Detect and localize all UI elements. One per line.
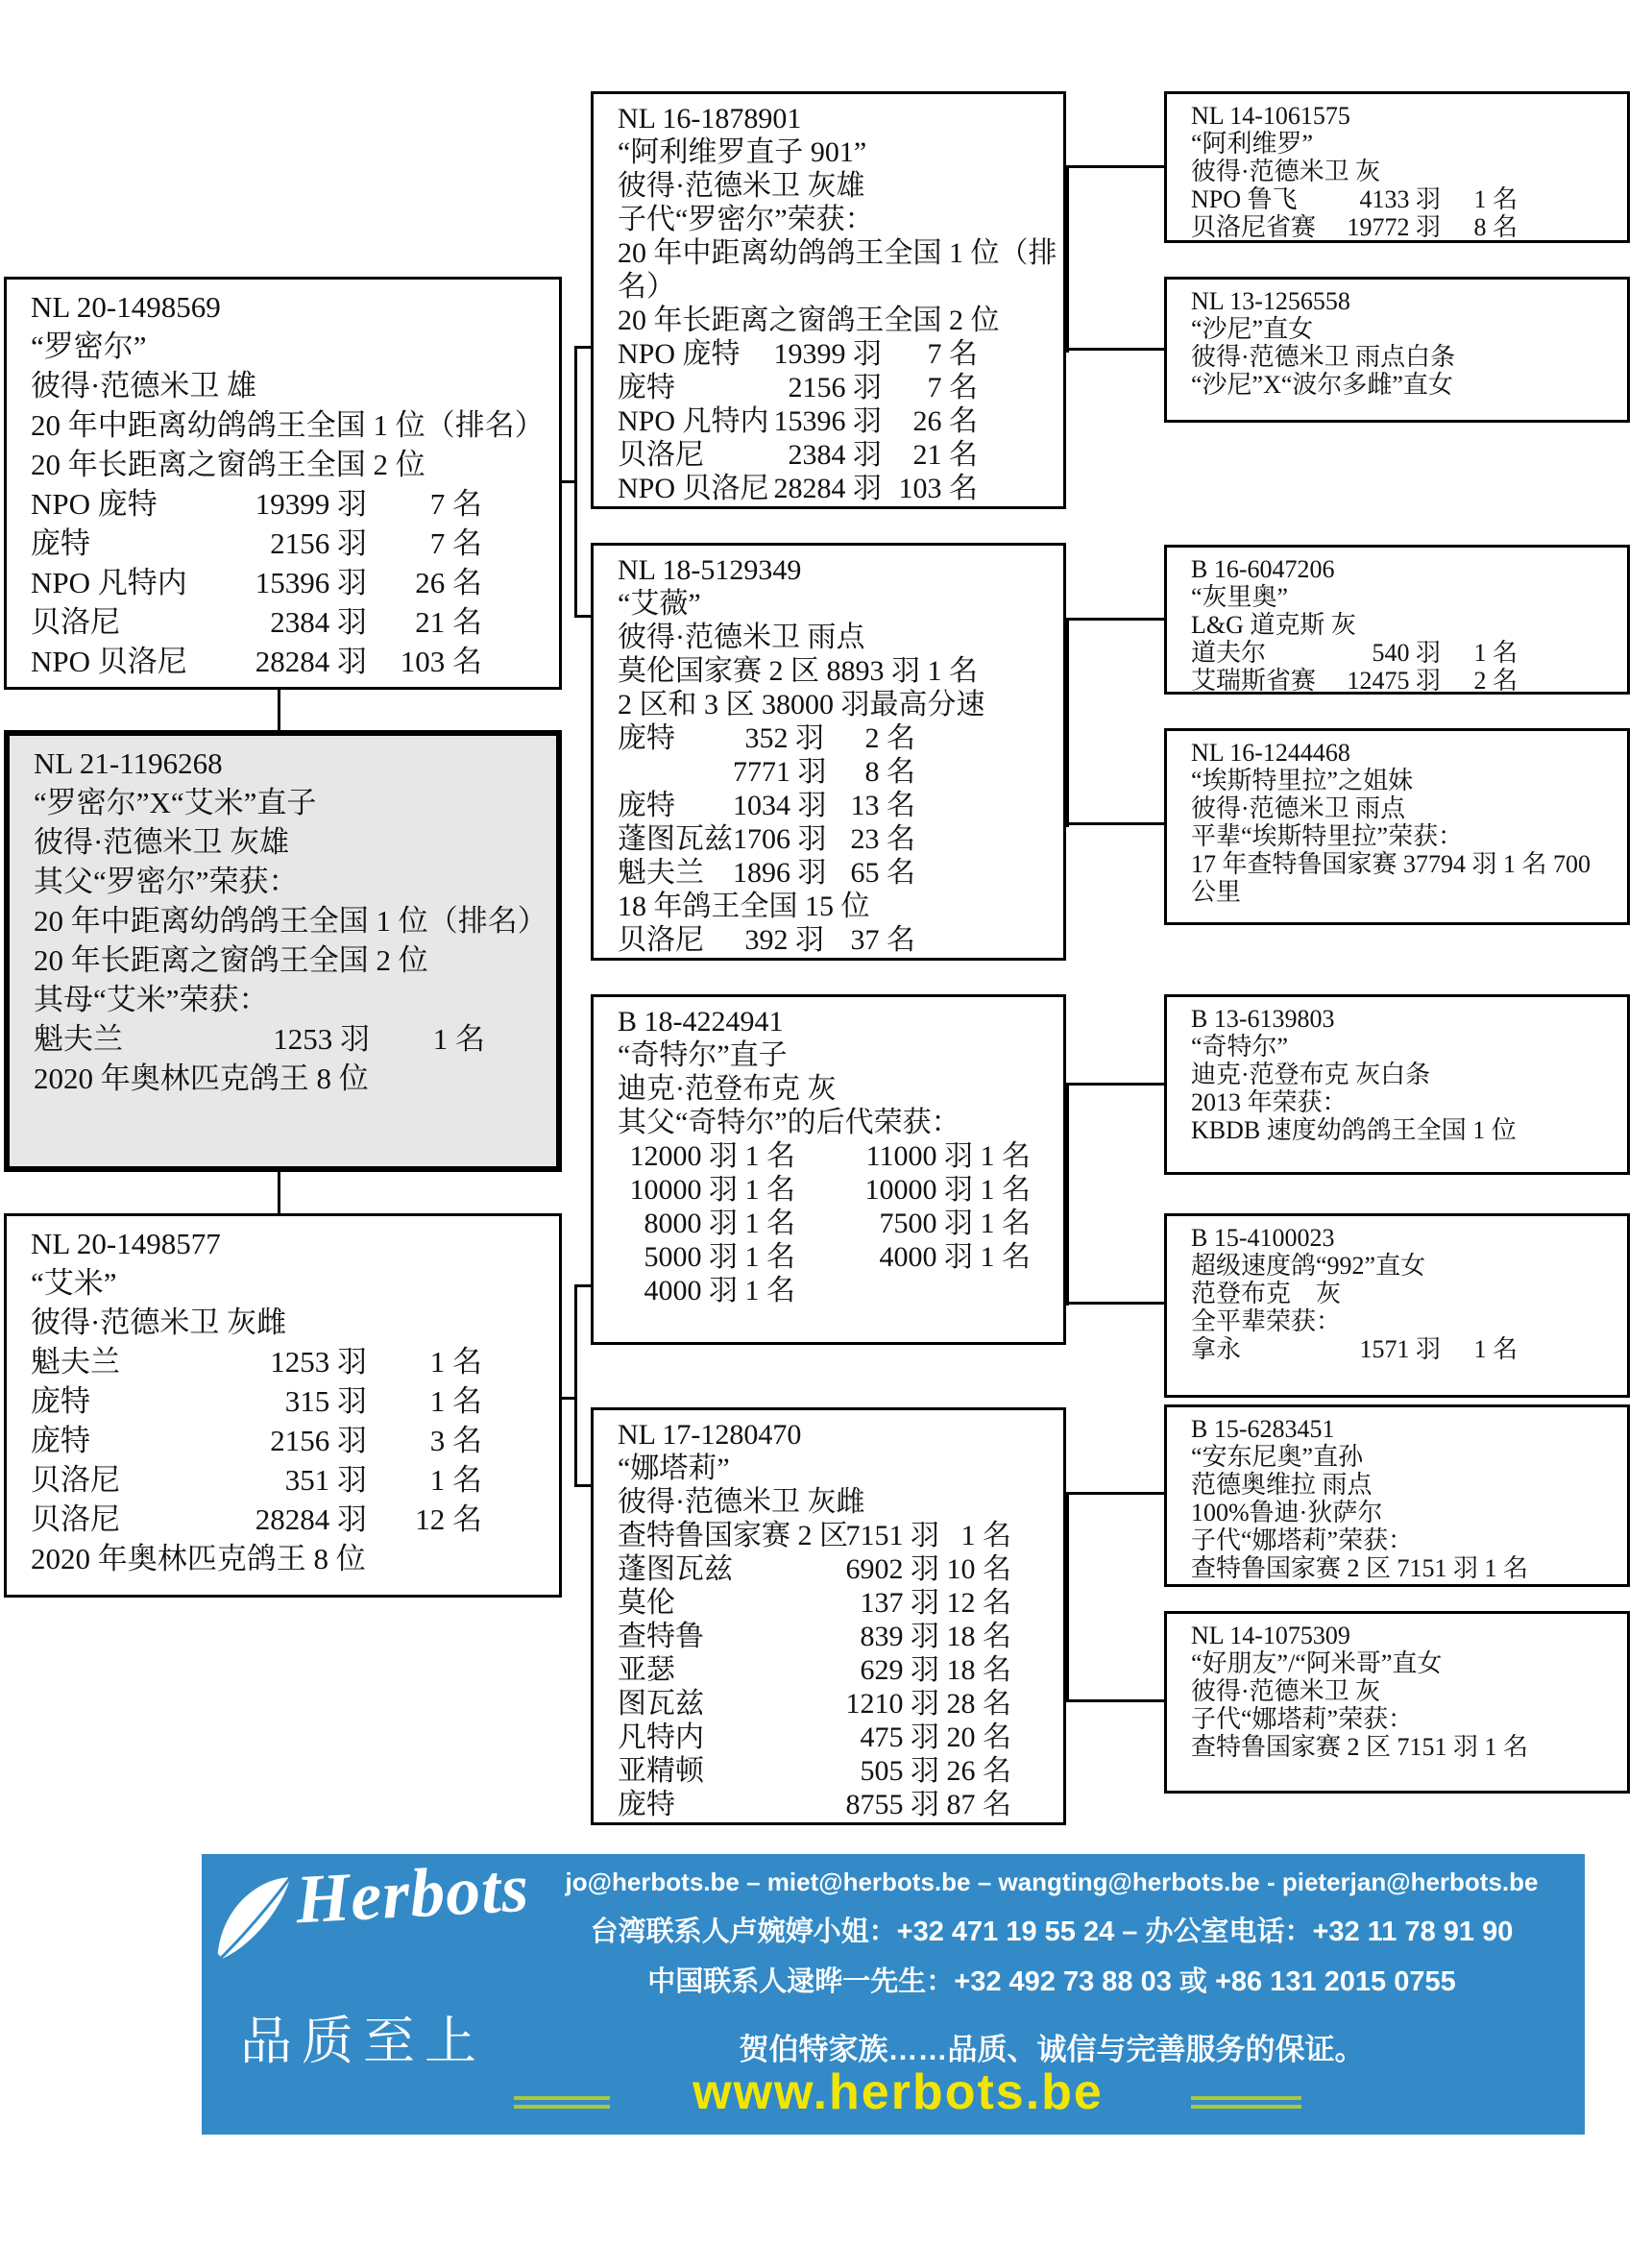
race-name: 凡特内 [618, 1721, 704, 1753]
race-result-dual-row [618, 1207, 1056, 1240]
box-text-line: “沙尼”X“波尔多雌”直女 [1191, 371, 1453, 399]
race-rank: 1 名 [1473, 185, 1518, 213]
box-text-line: “阿利维罗直子 901” [618, 136, 867, 168]
box-text-line: 彼得·范德米卫 雨点白条 [1191, 343, 1456, 371]
connector-line [1066, 165, 1164, 168]
race-result-dual-row [618, 1274, 1056, 1307]
race-rank: 1 名 [429, 1463, 482, 1497]
banner-contact-china: 中国联系人逯晔一先生：+32 492 73 88 03 或 +86 131 2015 0755 [647, 1966, 1456, 1997]
box-text-line: 20 年长距离之窗鸽王全国 2 位 [34, 943, 428, 977]
race-name: NPO 庞特 [618, 338, 741, 370]
box-text-line: 子代“罗密尔”荣获： [618, 204, 874, 235]
box-text-line: B 15-4100023 [1191, 1224, 1335, 1252]
connector-line [1066, 1699, 1164, 1702]
pedigree-box-M1 [591, 91, 1066, 509]
race-count: 2156 羽 [270, 1424, 367, 1457]
box-text-line: 20 年长距离之窗鸽王全国 2 位 [618, 305, 1000, 336]
box-text-line: “阿利维罗” [1191, 130, 1314, 158]
race-rank: 7 名 [429, 526, 482, 560]
box-text-line: “埃斯特里拉”之姐妹 [1191, 767, 1414, 794]
race-name: 庞特 [618, 372, 675, 403]
box-text-line: 彼得·范德米卫 灰雌 [31, 1306, 287, 1339]
race-count: 4133 羽 [1359, 185, 1441, 213]
race-count: 1253 羽 [270, 1345, 367, 1379]
connector-line [574, 1284, 577, 1487]
banner-emails: jo@herbots.be – miet@herbots.be – wangting@herbots.be - pieterjan@herbots.be [565, 1868, 1539, 1896]
race-name: 拿永 [1191, 1335, 1242, 1363]
race-result-row [618, 438, 1056, 472]
box-text-line: 100%鲁迪·狄萨尔 [1191, 1499, 1383, 1526]
race-count: 505 羽 [860, 1755, 939, 1787]
decor-bar-right [1191, 2096, 1301, 2100]
race-result-row [31, 1500, 551, 1539]
race-rank: 18 名 [946, 1621, 1011, 1652]
race-count: 7771 羽 [733, 756, 827, 788]
race-count: 475 羽 [860, 1721, 939, 1753]
box-text-line: 20 年中距离幼鸽鸽王全国 1 位（排 [618, 237, 1057, 269]
box-text-line: 20 年长距离之窗鸽王全国 2 位 [31, 448, 425, 481]
race-rank: 12 名 [946, 1587, 1011, 1619]
race-result-row [618, 856, 1056, 890]
race-count: 2384 羽 [788, 439, 882, 471]
race-count: 839 羽 [860, 1621, 939, 1652]
box-text-line: “艾薇” [618, 588, 701, 620]
race-rank: 26 名 [415, 566, 482, 599]
connector-line [574, 346, 591, 349]
race-name: 庞特 [618, 1789, 675, 1820]
pedigree-box-L2 [4, 730, 562, 1172]
race-count: 1210 羽 [845, 1688, 939, 1720]
box-text-line: “好朋友”/“阿米哥”直女 [1191, 1649, 1443, 1677]
box-text-line: 平辈“埃斯特里拉”荣获： [1191, 822, 1464, 850]
connector-line [278, 1172, 280, 1215]
race-count: 28284 羽 [255, 1502, 367, 1536]
race-rank: 26 名 [912, 405, 978, 437]
race-name: 贝洛尼省赛 [1191, 213, 1317, 241]
box-text-line: 彼得·范德米卫 雄 [31, 369, 257, 403]
box-text-line: 超级速度鸽“992”直女 [1191, 1252, 1426, 1280]
race-result-row [1191, 639, 1619, 667]
race-count: 351 羽 [284, 1463, 367, 1497]
race-count: 15396 羽 [255, 566, 367, 599]
race-rank: 28 名 [946, 1688, 1011, 1720]
race-result-row [618, 472, 1056, 505]
race-result-left: 12000 羽 1 名 [629, 1140, 795, 1172]
race-result-left: 8000 羽 1 名 [644, 1208, 795, 1239]
box-text-line: 迪克·范登布克 灰 [618, 1073, 837, 1105]
box-text-line: 子代“娜塔莉”荣获： [1191, 1705, 1414, 1733]
pedigree-box-R3 [1164, 545, 1630, 695]
box-text-line: “罗密尔”X“艾米”直子 [34, 786, 317, 819]
box-text-line: B 13-6139803 [1191, 1005, 1335, 1033]
race-result-right: 4000 羽 1 名 [879, 1241, 1031, 1273]
race-name: 贝洛尼 [618, 924, 704, 956]
race-name: NPO 凡特内 [31, 566, 187, 599]
box-text-line: 18 年鸽王全国 15 位 [618, 891, 870, 922]
race-name: 魁夫兰 [31, 1345, 120, 1379]
race-result-left: 5000 羽 1 名 [644, 1241, 795, 1273]
race-rank: 18 名 [946, 1654, 1011, 1686]
box-text-line: 2013 年荣获： [1191, 1088, 1348, 1116]
race-result-left: 10000 羽 1 名 [629, 1174, 795, 1206]
box-text-line: B 15-6283451 [1191, 1415, 1335, 1443]
box-text-line: B 16-6047206 [1191, 555, 1335, 583]
race-result-row [618, 923, 1056, 957]
race-name: 亚瑟 [618, 1654, 675, 1686]
race-rank: 1 名 [429, 1384, 482, 1418]
race-rank: 103 名 [400, 645, 482, 678]
race-count: 6902 羽 [845, 1553, 939, 1585]
banner-contact-taiwan: 台湾联系人卢婉婷小姐：+32 471 19 55 24 – 办公室电话：+32 11 78 91 90 [590, 1916, 1514, 1947]
race-result-right: 10000 羽 1 名 [864, 1174, 1031, 1206]
box-text-line: “沙尼”直女 [1191, 315, 1314, 343]
race-name: NPO 贝洛尼 [31, 645, 187, 678]
race-result-row [1191, 213, 1619, 241]
race-count: 28284 羽 [773, 473, 882, 504]
race-count: 15396 羽 [773, 405, 882, 437]
box-text-line: 彼得·范德米卫 灰雄 [34, 825, 290, 859]
box-text-line: KBDB 速度幼鸽鸽王全国 1 位 [1191, 1116, 1517, 1144]
pedigree-box-M2 [591, 543, 1066, 961]
race-result-row [1191, 667, 1619, 695]
race-result-row [618, 1620, 1056, 1653]
race-result-row [31, 484, 551, 524]
race-rank: 1 名 [432, 1022, 485, 1056]
box-text-line: 17 年查特鲁国家赛 37794 羽 1 名 700 [1191, 850, 1591, 878]
race-rank: 103 名 [898, 473, 978, 504]
box-text-line: “奇特尔” [1191, 1033, 1289, 1061]
race-name: 贝洛尼 [31, 1463, 120, 1497]
box-text-line: 2 区和 3 区 38000 羽最高分速 [618, 689, 985, 720]
race-rank: 13 名 [850, 790, 915, 821]
race-name: 图瓦兹 [618, 1688, 704, 1720]
race-result-row [618, 1721, 1056, 1754]
box-text-line: 范德奥维拉 雨点 [1191, 1471, 1373, 1499]
connector-line [1066, 618, 1069, 827]
race-result-row [618, 1653, 1056, 1687]
box-text-line: “艾米” [31, 1266, 117, 1300]
pedigree-box-L1 [4, 277, 562, 690]
box-text-line: NL 14-1075309 [1191, 1622, 1350, 1649]
race-rank: 1 名 [1473, 1335, 1518, 1363]
race-result-row [618, 822, 1056, 856]
banner-slogan: 贺伯特家族……品质、诚信与完善服务的保证。 [739, 2033, 1365, 2066]
race-name: 贝洛尼 [31, 1502, 120, 1536]
race-result-row [618, 404, 1056, 438]
pedigree-box-L3 [4, 1213, 562, 1598]
race-result-row [618, 1687, 1056, 1721]
race-name: 贝洛尼 [31, 605, 120, 639]
box-text-line: 全平辈荣获： [1191, 1307, 1342, 1335]
race-result-row [618, 337, 1056, 371]
box-text-line: NL 21-1196268 [34, 746, 223, 780]
race-result-row [618, 1586, 1056, 1620]
race-result-dual-row [618, 1139, 1056, 1173]
race-result-right: 11000 羽 1 名 [865, 1140, 1031, 1172]
race-rank: 20 名 [946, 1721, 1011, 1753]
race-rank: 65 名 [850, 857, 915, 889]
race-name: 蓬图瓦兹 [618, 1553, 733, 1585]
race-rank: 7 名 [429, 487, 482, 521]
box-text-line: NL 17-1280470 [618, 1419, 802, 1451]
race-count: 1706 羽 [733, 823, 827, 855]
race-rank: 87 名 [946, 1789, 1011, 1820]
race-rank: 8 名 [864, 756, 915, 788]
connector-line [1066, 1492, 1164, 1495]
race-name: 亚精顿 [618, 1755, 704, 1787]
race-rank: 26 名 [946, 1755, 1011, 1787]
box-text-line: L&G 道克斯 灰 [1191, 611, 1356, 639]
race-result-row [31, 1381, 551, 1421]
pedigree-box-M3 [591, 994, 1066, 1345]
race-rank: 2 名 [864, 722, 915, 754]
box-text-line: “灰里奥” [1191, 583, 1289, 611]
race-rank: 37 名 [850, 924, 915, 956]
pedigree-box-R4 [1164, 728, 1630, 925]
race-result-row [31, 524, 551, 563]
race-rank: 12 名 [415, 1502, 482, 1536]
race-name: 庞特 [31, 526, 90, 560]
connector-line [1066, 1083, 1164, 1086]
box-text-line: NL 16-1878901 [618, 103, 802, 134]
connector-line [574, 615, 591, 618]
connector-line [574, 1484, 591, 1487]
herbots-banner [202, 1848, 1585, 2135]
race-count: 1571 羽 [1359, 1335, 1441, 1363]
race-name [618, 755, 733, 789]
race-rank: 2 名 [1473, 667, 1518, 695]
race-name: NPO 凡特内 [618, 405, 769, 437]
box-text-line: “安东尼奥”直孙 [1191, 1443, 1364, 1471]
race-result-row [618, 371, 1056, 404]
race-count: 392 羽 [744, 924, 824, 956]
pedigree-box-M4 [591, 1407, 1066, 1825]
race-rank: 7 名 [927, 338, 978, 370]
box-text-line: 子代“娜塔莉”荣获： [1191, 1526, 1414, 1554]
box-text-line: 其母“艾米”荣获： [34, 983, 269, 1016]
box-text-line: 彼得·范德米卫 灰 [1191, 1677, 1381, 1705]
connector-line [574, 346, 577, 618]
box-text-line: 20 年中距离幼鸽鸽王全国 1 位（排名） [31, 408, 545, 442]
race-name: 莫伦 [618, 1587, 675, 1619]
race-result-row [1191, 185, 1619, 213]
box-text-line: 彼得·范德米卫 雨点 [1191, 794, 1406, 822]
box-text-line: “奇特尔”直子 [618, 1039, 788, 1071]
box-text-line: 莫伦国家赛 2 区 8893 羽 1 名 [618, 655, 978, 687]
pedigree-box-R2 [1164, 277, 1630, 423]
race-count: 28284 羽 [255, 645, 367, 678]
box-text-line: 20 年中距离幼鸽鸽王全国 1 位（排名） [34, 904, 547, 938]
pedigree-box-R5 [1164, 994, 1630, 1175]
race-name: 庞特 [618, 722, 675, 754]
race-name: NPO 庞特 [31, 487, 158, 521]
race-count: 315 羽 [284, 1384, 367, 1418]
race-result-row [31, 1460, 551, 1500]
race-name: 艾瑞斯省赛 [1191, 667, 1317, 695]
race-result-row [31, 1342, 551, 1381]
race-result-row [31, 563, 551, 602]
box-text-line: NL 16-1244468 [1191, 739, 1350, 767]
race-count: 629 羽 [860, 1654, 939, 1686]
race-result-row [618, 1788, 1056, 1821]
website-url: www.herbots.be [692, 2064, 1104, 2120]
race-result-row [618, 1552, 1056, 1586]
race-name: 查特鲁国家赛 2 区 [618, 1520, 848, 1551]
box-text-line: “娜塔莉” [618, 1453, 730, 1484]
race-rank: 3 名 [429, 1424, 482, 1457]
race-count: 8755 羽 [845, 1789, 939, 1820]
race-count: 2384 羽 [270, 605, 367, 639]
race-count: 2156 羽 [270, 526, 367, 560]
race-count: 2156 羽 [788, 372, 882, 403]
box-text-line: 其父“罗密尔”荣获： [34, 865, 299, 898]
race-result-row [618, 1754, 1056, 1788]
race-rank: 21 名 [415, 605, 482, 639]
connector-line [278, 690, 280, 732]
pedigree-box-R7 [1164, 1404, 1630, 1587]
connector-line [574, 1284, 591, 1287]
box-text-line: 彼得·范德米卫 灰雄 [618, 170, 865, 202]
pedigree-box-R6 [1164, 1213, 1630, 1398]
box-text-line: NL 13-1256558 [1191, 287, 1350, 315]
race-result-dual-row [618, 1240, 1056, 1274]
race-result-row [618, 789, 1056, 822]
box-text-line: 查特鲁国家赛 2 区 7151 羽 1 名 [1191, 1554, 1529, 1582]
box-text-line: 2020 年奥林匹克鸽王 8 位 [34, 1062, 369, 1095]
race-count: 19399 羽 [255, 487, 367, 521]
race-count: 1253 羽 [273, 1022, 370, 1056]
race-rank: 1 名 [1473, 639, 1518, 667]
box-text-line: 公里 [1191, 878, 1242, 906]
box-text-line: 彼得·范德米卫 雨点 [618, 622, 865, 653]
race-result-right: 7500 羽 1 名 [879, 1208, 1031, 1239]
box-text-line: 彼得·范德米卫 灰 [1191, 158, 1381, 185]
box-text-line: 其父“奇特尔”的后代荣获： [618, 1107, 960, 1138]
race-name: 道夫尔 [1191, 639, 1267, 667]
race-count: 137 羽 [860, 1587, 939, 1619]
race-result-dual-row [618, 1173, 1056, 1207]
race-count: 19772 羽 [1347, 213, 1441, 241]
box-text-line: “罗密尔” [31, 330, 147, 363]
race-result-right [834, 1274, 1031, 1307]
decor-bar-left [514, 2096, 610, 2100]
logo-subtitle: 品质至上 [240, 2013, 486, 2070]
box-text-line: 查特鲁国家赛 2 区 7151 羽 1 名 [1191, 1733, 1529, 1761]
race-result-row [618, 721, 1056, 755]
herbots-logo: Herbots [294, 1848, 531, 1939]
race-rank: 7 名 [927, 372, 978, 403]
feather-icon [200, 1868, 307, 1971]
race-count: 1896 羽 [733, 857, 827, 889]
box-text-line: 迪克·范登布克 灰白条 [1191, 1061, 1431, 1088]
race-result-row [34, 1019, 548, 1059]
pedigree-box-R8 [1164, 1611, 1630, 1794]
connector-line [1066, 618, 1164, 621]
race-count: 12475 羽 [1347, 667, 1441, 695]
connector-line [1066, 1302, 1164, 1305]
connector-line [1066, 165, 1069, 353]
race-result-left: 4000 羽 1 名 [644, 1275, 795, 1306]
race-rank: 1 名 [960, 1520, 1011, 1551]
connector-line [1066, 822, 1164, 825]
race-rank: 1 名 [429, 1345, 482, 1379]
race-rank: 21 名 [912, 439, 978, 471]
race-result-row [31, 1421, 551, 1460]
box-text-line: 范登布克 灰 [1191, 1280, 1342, 1307]
connector-line [1066, 348, 1164, 351]
race-count: 7151 羽 [845, 1520, 939, 1551]
race-result-row [31, 642, 551, 681]
race-result-row [1191, 1335, 1619, 1363]
race-name: NPO 鲁飞 [1191, 185, 1298, 213]
race-count: 540 羽 [1372, 639, 1441, 667]
box-text-line: NL 18-5129349 [618, 554, 802, 586]
race-result-row [618, 1519, 1056, 1552]
box-text-line: 名） [618, 271, 675, 303]
pedigree-box-R1 [1164, 91, 1630, 243]
box-text-line: NL 14-1061575 [1191, 102, 1350, 130]
connector-line [1066, 1083, 1069, 1306]
race-rank: 23 名 [850, 823, 915, 855]
box-text-line: NL 20-1498577 [31, 1227, 221, 1260]
race-name: 查特鲁 [618, 1621, 704, 1652]
race-name: 魁夫兰 [34, 1022, 123, 1056]
race-name: 蓬图瓦兹 [618, 823, 733, 855]
banner-contact-block [519, 1860, 1585, 2068]
race-name: 庞特 [31, 1424, 90, 1457]
race-result-row [31, 602, 551, 642]
box-text-line: 彼得·范德米卫 灰雌 [618, 1486, 865, 1518]
race-rank: 10 名 [946, 1553, 1011, 1585]
connector-line [1066, 1492, 1069, 1702]
race-count: 1034 羽 [733, 790, 827, 821]
race-name: 庞特 [618, 790, 675, 821]
race-name: 贝洛尼 [618, 439, 704, 471]
race-name: 庞特 [31, 1384, 90, 1418]
box-text-line: 2020 年奥林匹克鸽王 8 位 [31, 1542, 366, 1575]
race-name: NPO 贝洛尼 [618, 473, 769, 504]
race-rank: 8 名 [1473, 213, 1518, 241]
box-text-line: NL 20-1498569 [31, 290, 221, 324]
race-result-row [618, 755, 1056, 789]
race-name: 魁夫兰 [618, 857, 704, 889]
box-text-line: B 18-4224941 [618, 1006, 784, 1038]
race-count: 352 羽 [744, 722, 824, 754]
race-count: 19399 羽 [773, 338, 882, 370]
